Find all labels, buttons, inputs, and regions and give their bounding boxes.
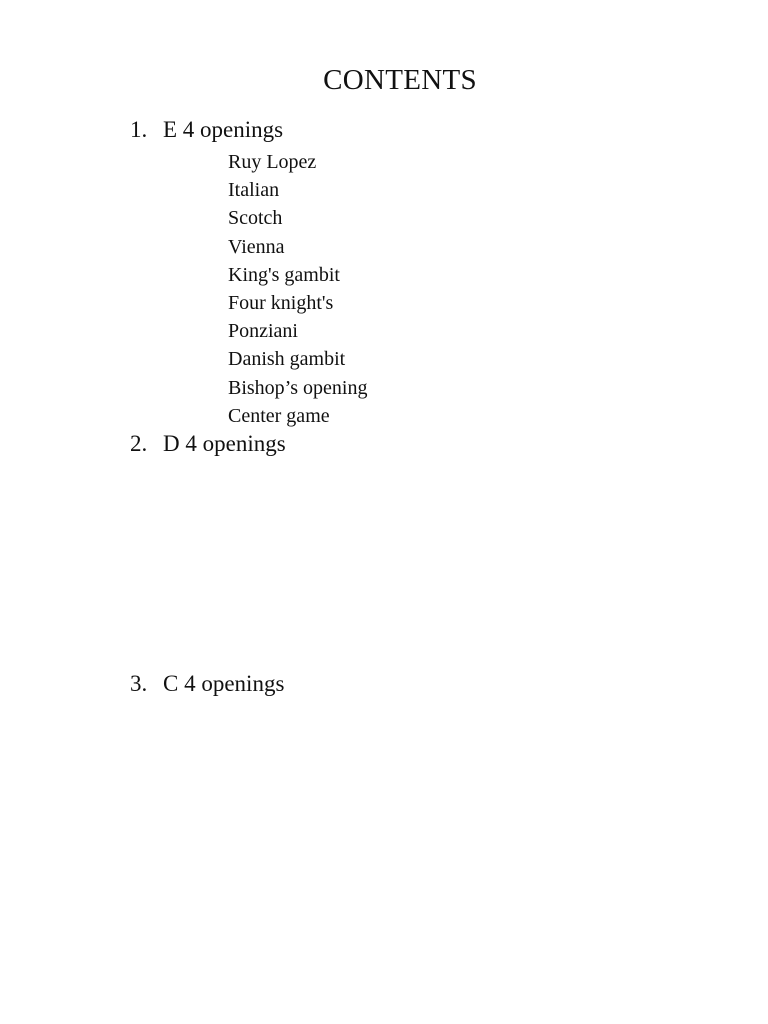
section-label: E 4 openings bbox=[163, 117, 284, 142]
section-number: 1. bbox=[130, 117, 148, 142]
list-item: Ruy Lopez bbox=[228, 151, 317, 173]
section-heading-c4 bbox=[130, 670, 284, 698]
list-item: Four knight's bbox=[228, 292, 334, 315]
list-item: Center game bbox=[228, 404, 330, 427]
section-number: 2. bbox=[130, 431, 148, 456]
section-label: C 4 openings bbox=[163, 671, 285, 696]
page-title: CONTENTS bbox=[323, 64, 477, 96]
list-item: Italian bbox=[228, 179, 280, 202]
e4-openings-list bbox=[228, 148, 367, 430]
list-item: Vienna bbox=[228, 235, 285, 258]
section-heading-d4 bbox=[130, 430, 286, 458]
list-item: Danish gambit bbox=[228, 348, 346, 371]
section-heading-e4 bbox=[130, 116, 283, 144]
list-item: Scotch bbox=[228, 207, 283, 230]
section-label: D 4 openings bbox=[163, 431, 286, 456]
section-number: 3. bbox=[130, 671, 148, 696]
list-item: Ponziani bbox=[228, 320, 298, 343]
list-item: King's gambit bbox=[228, 263, 340, 286]
list-item: Bishop’s opening bbox=[228, 376, 368, 399]
